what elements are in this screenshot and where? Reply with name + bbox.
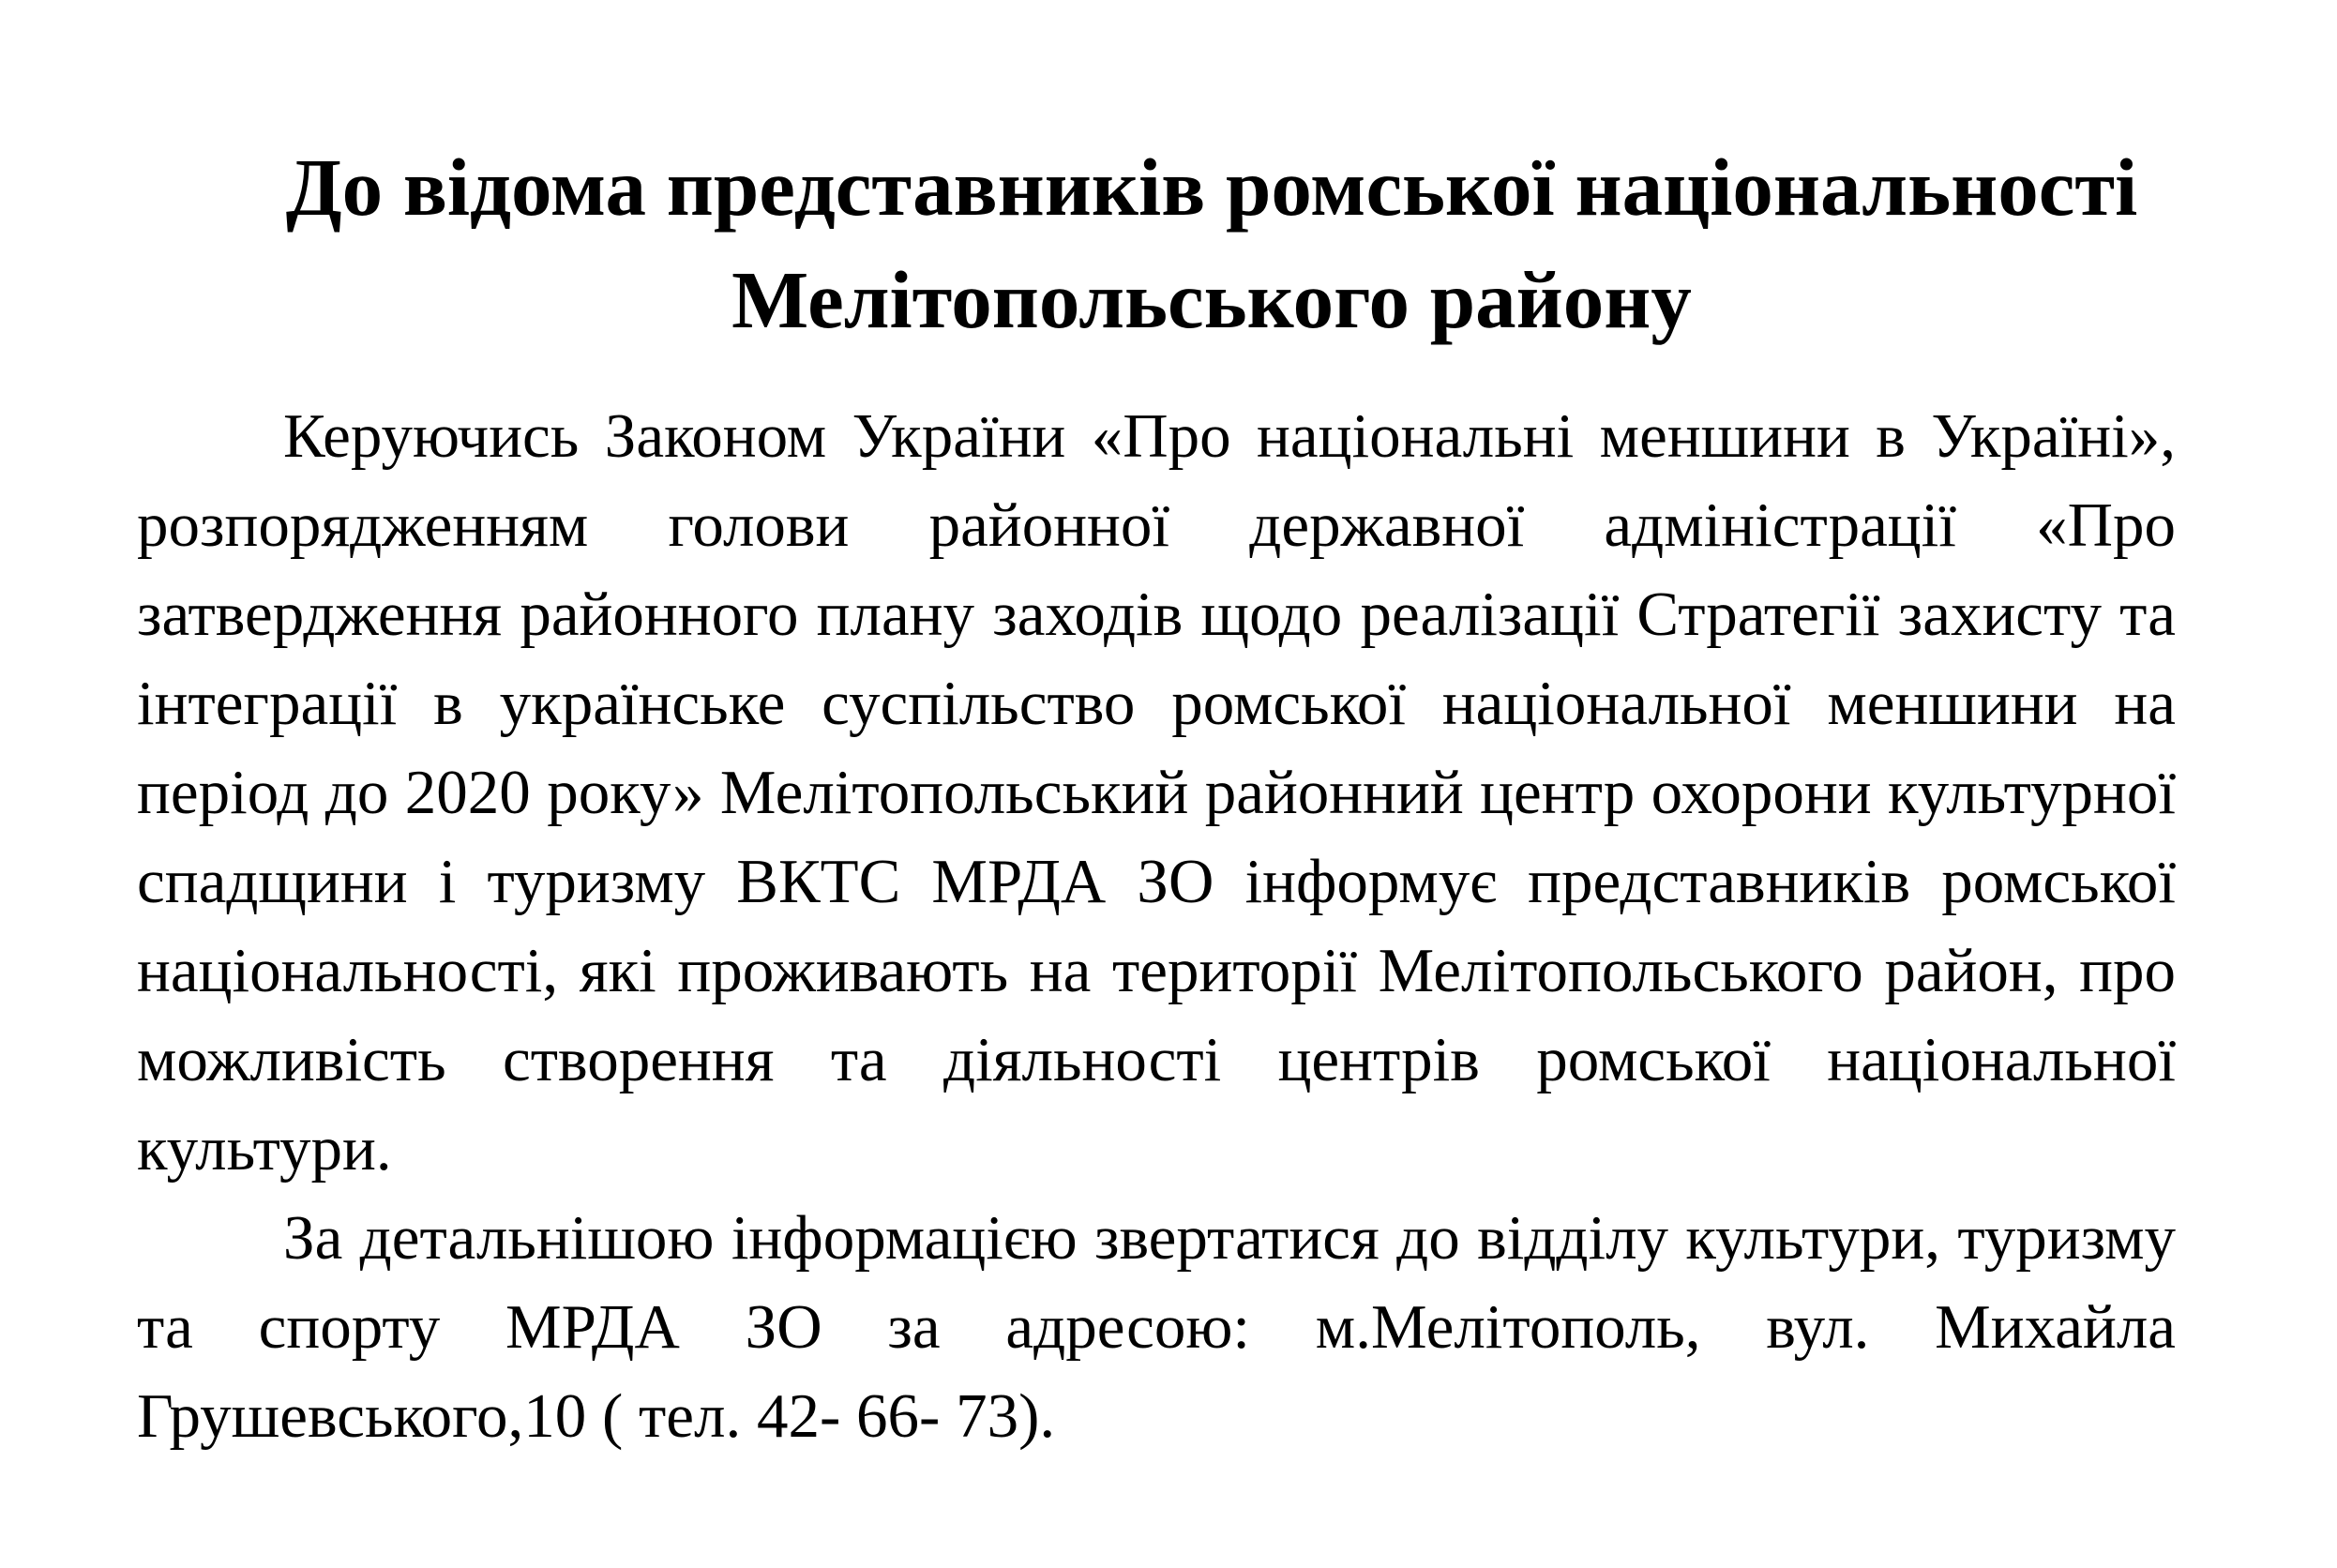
paragraph-announcement: Керуючись Законом України «Про національні меншини в Україні», розпорядженням голови районної державної адміністрації «Про затвердження районного плану заходів щодо реалізації Стратегії захисту та інтеграції в українське суспільство ромської національної меншини на період до 2020 року» Мелітопольський районний центр охорони культурної спадщини і туризму ВКТС МРДА ЗО інформує представників ромської національності, які проживають на території Мелітопольського район, про можливість створення та діяльності центрів ромської національної культури. <box>137 401 2176 1184</box>
document-title <box>0 131 2337 356</box>
title-line-1: До відома представників ромської національності <box>285 142 2138 233</box>
paragraph-contact-info: За детальнішою інформацією звертатися до відділу культури, туризму та спорту МРДА ЗО за адресою: м.Мелітополь, вул. Михайла Грушевського,10 ( тел. 42- 66- 73). <box>137 1203 2176 1451</box>
document-body <box>137 392 2176 1461</box>
title-line-2: Мелітопольського району <box>731 254 1692 345</box>
